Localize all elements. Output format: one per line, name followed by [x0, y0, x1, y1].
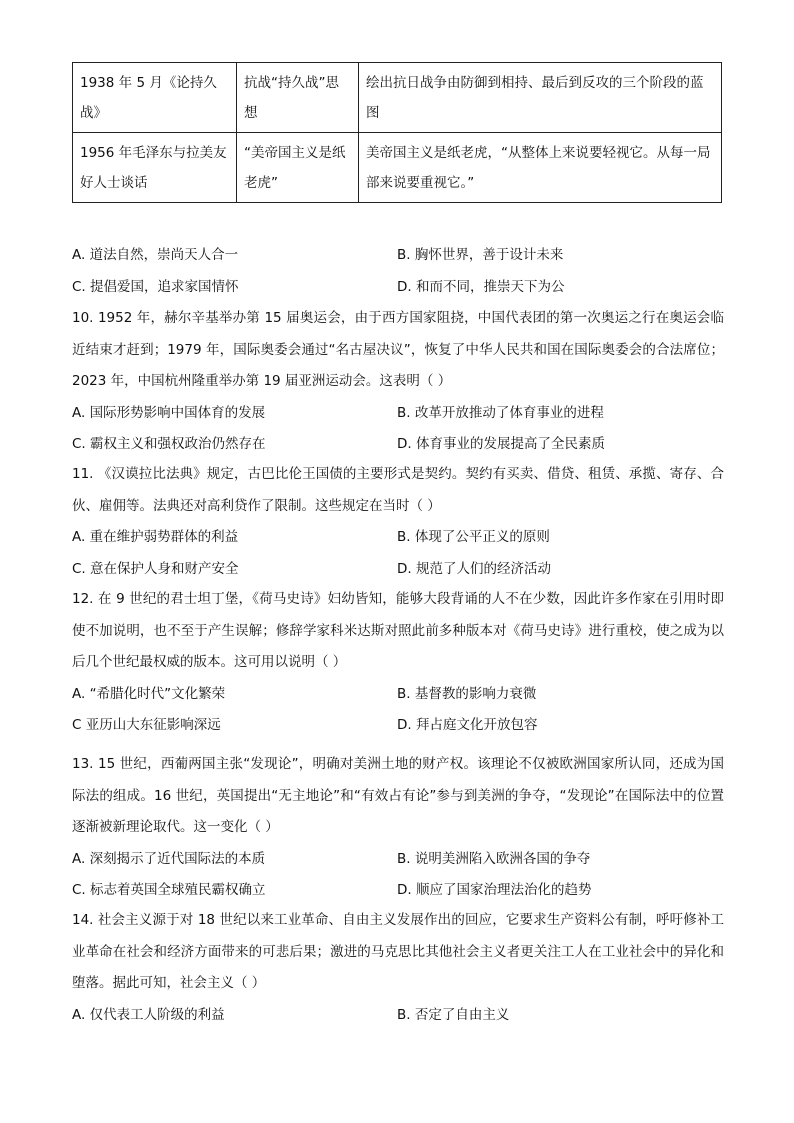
table-cell-content: 绘出抗日战争由防御到相持、最后到反攻的三个阶段的蓝图	[359, 63, 722, 133]
question-10	[72, 303, 724, 461]
question-14	[72, 905, 724, 1031]
option-a[interactable]: A. 道法自然，崇尚天人合一	[72, 247, 239, 263]
option-b[interactable]: B. 说明美洲陷入欧洲各国的争夺	[397, 850, 591, 867]
option-c[interactable]: C 亚历山大东征影响深远	[72, 717, 221, 733]
question-stem: 10. 1952 年，赫尔辛基举办第 15 届奥运会，由于西方国家阻挠，中国代表团的第一次奥运之行在奥运会临近结束才赶到；1979 年，国际奥委会通过“名古屋决议”，恢复了中华人民共和国在国际奥委会的合法席位；2023 年，中国杭州隆重举办第 19 届亚洲运动会。这表明（ ）	[72, 310, 724, 389]
source-table	[72, 62, 722, 203]
table-cell-time: 1956 年毛泽东与拉美友好人士谈话	[73, 133, 237, 203]
option-d[interactable]: D. 顺应了国家治理法治化的趋势	[397, 882, 592, 898]
option-c[interactable]: C. 霸权主义和强权政治仍然存在	[72, 436, 266, 452]
option-b[interactable]: B. 改革开放推动了体育事业的进程	[397, 404, 604, 421]
option-d[interactable]: D. 和而不同，推崇天下为公	[397, 278, 565, 295]
option-d[interactable]: D. 体育事业的发展提高了全民素质	[397, 436, 605, 452]
question-13	[72, 749, 724, 907]
question-12	[72, 584, 724, 742]
option-c[interactable]: C. 标志着英国全球殖民霸权确立	[72, 882, 266, 898]
option-c[interactable]: C. 意在保护人身和财产安全	[72, 560, 239, 577]
question-11	[72, 459, 724, 585]
option-a[interactable]: A. 重在维护弱势群体的利益	[72, 529, 239, 545]
option-a[interactable]: A. “希腊化时代”文化繁荣	[72, 685, 226, 702]
table-cell-time: 1938 年 5 月《论持久战》	[73, 63, 237, 133]
question-stem: 11. 《汉谟拉比法典》规定，古巴比伦王国债的主要形式是契约。契约有买卖、借贷、租赁、承揽、寄存、合伙、雇佣等。法典还对高利贷作了限制。这些规定在当时（ ）	[72, 466, 724, 514]
option-a[interactable]: A. 国际形势影响中国体育的发展	[72, 404, 266, 421]
table-cell-thought: “美帝国主义是纸老虎”	[237, 133, 359, 203]
option-b[interactable]: B. 体现了公平正义的原则	[397, 529, 550, 545]
option-b[interactable]: B. 否定了自由主义	[397, 1006, 510, 1023]
option-d[interactable]: D. 拜占庭文化开放包容	[397, 717, 538, 733]
option-b[interactable]: B. 胸怀世界，善于设计未来	[397, 247, 564, 263]
table-cell-content: 美帝国主义是纸老虎，“从整体上来说要轻视它。从每一局部来说要重视它。”	[359, 133, 722, 203]
question-stem: 12. 在 9 世纪的君士坦丁堡，《荷马史诗》妇幼皆知，能够大段背诵的人不在少数，因此许多作家在引用时即使不加说明，也不至于产生误解；修辞学家科米达斯对照此前多种版本对《荷马史诗》进行重校，使之成为以后几个世纪最权威的版本。这可用以说明（ ）	[72, 591, 724, 670]
table-row	[73, 133, 722, 203]
question-stem: 14. 社会主义源于对 18 世纪以来工业革命、自由主义发展作出的回应，它要求生产资料公有制，呼吁修补工业革命在社会和经济方面带来的可悲后果；激进的马克思比其他社会主义者更关注工人在工业社会中的异化和堕落。据此可知，社会主义（ ）	[72, 912, 724, 991]
option-a[interactable]: A. 深刻揭示了近代国际法的本质	[72, 850, 266, 867]
option-c[interactable]: C. 提倡爱国，追求家国情怀	[72, 278, 239, 295]
option-d[interactable]: D. 规范了人们的经济活动	[397, 560, 551, 577]
option-a[interactable]: A. 仅代表工人阶级的利益	[72, 1006, 225, 1023]
table-cell-thought: 抗战“持久战”思想	[237, 63, 359, 133]
option-b[interactable]: B. 基督教的影响力衰微	[397, 685, 537, 702]
table-row	[73, 63, 722, 133]
question-9-options	[72, 240, 724, 303]
question-stem: 13. 15 世纪，西葡两国主张“发现论”，明确对美洲土地的财产权。该理论不仅被欧洲国家所认同，还成为国际法的组成。16 世纪，英国提出“无主地论”和“有效占有论”参与到美洲的争夺，“发现论”在国际法中的位置逐渐被新理论取代。这一变化（ ）	[72, 756, 724, 835]
